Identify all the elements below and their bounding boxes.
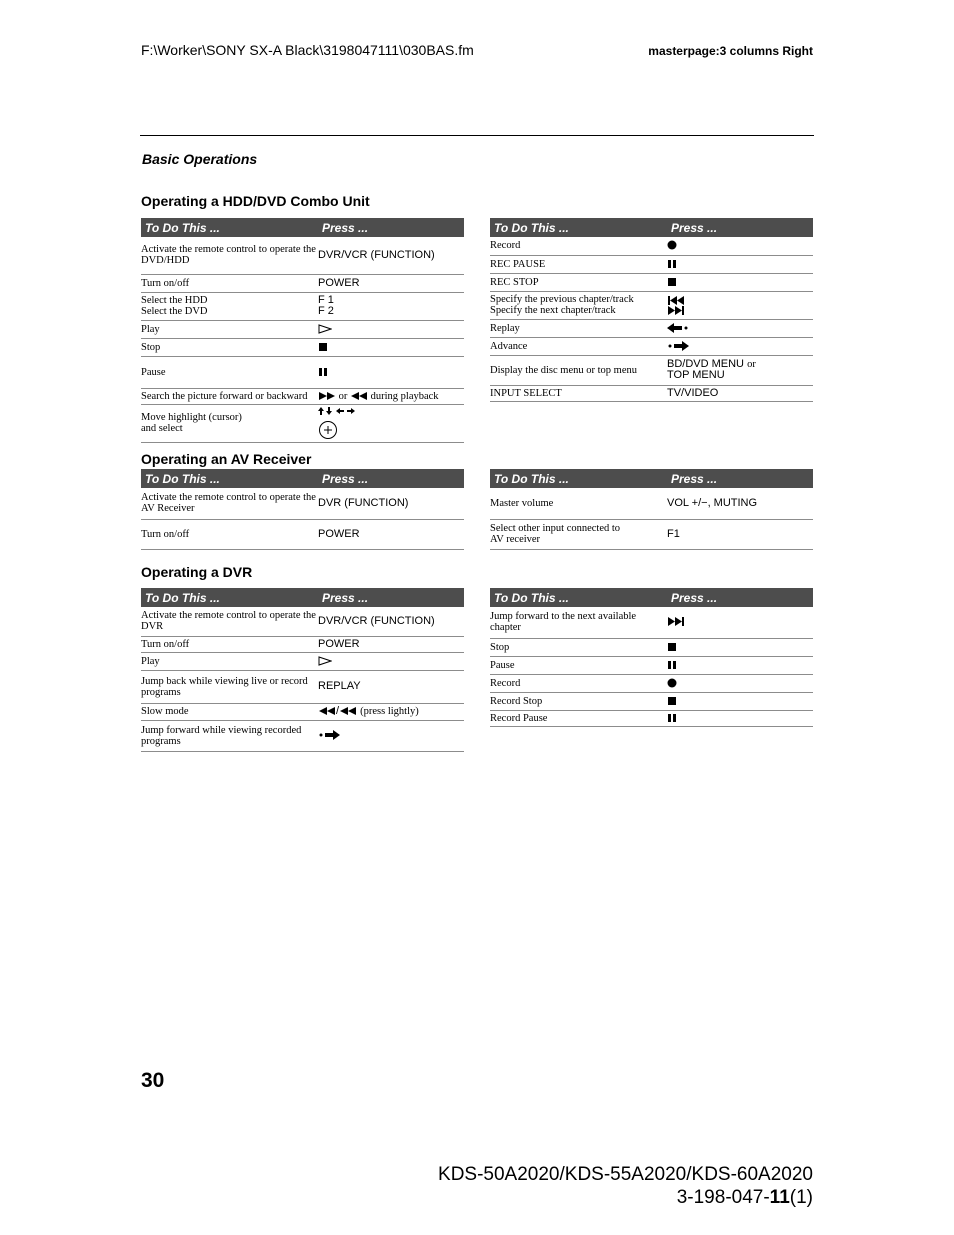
col-header-action: To Do This ... <box>490 469 667 488</box>
file-path: F:\Worker\SONY SX-A Black\3198047111\030BAS.fm <box>141 42 474 58</box>
press-text: TV/VIDEO <box>667 385 813 401</box>
action-text: Select the HDD <box>141 295 208 306</box>
record-icon <box>667 678 677 688</box>
action-text: Record Stop <box>490 692 667 710</box>
table-row <box>490 291 813 319</box>
table-row <box>490 273 813 291</box>
play-icon <box>318 656 332 666</box>
col-header-press: Press ... <box>318 588 464 607</box>
press-text: POWER <box>318 519 464 549</box>
col-header-action: To Do This ... <box>141 218 318 237</box>
action-text: Pause <box>141 356 318 388</box>
action-text: Master volume <box>490 488 667 519</box>
press-text: F 1 <box>318 294 334 306</box>
page-number: 30 <box>141 1069 165 1092</box>
col-header-action: To Do This ... <box>141 588 318 607</box>
action-text: Move highlight (cursor) <box>141 412 242 423</box>
table-row <box>141 636 464 652</box>
action-text: Slow mode <box>141 703 318 720</box>
table-row <box>141 652 464 670</box>
during-playback-text: during playback <box>370 390 439 402</box>
table-row <box>141 388 464 404</box>
record-icon <box>667 240 677 250</box>
table-row <box>490 519 813 549</box>
press-text: DVR/VCR (FUNCTION) <box>318 607 464 636</box>
next-track-icon <box>667 306 685 315</box>
advance-icon <box>318 730 340 740</box>
table-row <box>141 703 464 720</box>
press-text: POWER <box>318 636 464 652</box>
arrow-keys-icon <box>318 407 356 416</box>
dvr-table-left <box>141 588 464 752</box>
table-row <box>141 237 464 274</box>
col-header-press: Press ... <box>318 469 464 488</box>
col-header-action: To Do This ... <box>141 469 318 488</box>
action-text: Display the disc menu or top menu <box>490 355 667 385</box>
table-row <box>141 338 464 356</box>
table-row <box>141 519 464 549</box>
dvr-table-right <box>490 588 813 727</box>
stop-icon <box>667 642 677 652</box>
table-row <box>141 356 464 388</box>
press-text: F1 <box>667 519 813 549</box>
section-label: Basic Operations <box>142 151 258 167</box>
table-row <box>490 488 813 519</box>
masterpage-label: masterpage:3 columns Right <box>648 44 813 58</box>
search-row-cell <box>141 388 464 404</box>
press-cell: / (press lightly) <box>318 703 464 720</box>
play-icon <box>318 324 332 334</box>
action-cell <box>490 291 667 319</box>
action-text: Jump forward to the next available chapter <box>490 607 667 638</box>
action-text-2: AV receiver <box>490 534 541 545</box>
press-text: DVR (FUNCTION) <box>318 488 464 519</box>
previous-track-icon <box>667 296 685 305</box>
col-header-press: Press ... <box>667 469 813 488</box>
table-row <box>490 692 813 710</box>
press-cell <box>318 404 464 442</box>
action-text: Select other input connected to <box>490 523 621 534</box>
col-header-press: Press ... <box>667 588 813 607</box>
press-text: VOL +/−, MUTING <box>667 488 813 519</box>
table-row <box>141 720 464 751</box>
press-cell <box>667 355 813 385</box>
action-text: Play <box>141 320 318 338</box>
table-row <box>490 674 813 692</box>
press-cell <box>318 292 464 320</box>
rewind-icon <box>350 391 368 401</box>
table-row <box>141 607 464 636</box>
pause-icon <box>667 259 677 269</box>
av-receiver-table-left <box>141 469 464 550</box>
table-row <box>141 320 464 338</box>
table-row <box>490 319 813 337</box>
stop-icon <box>667 696 677 706</box>
part-number-prefix: 3-198-047- <box>676 1187 770 1208</box>
advance-icon <box>667 341 689 351</box>
table-row <box>490 355 813 385</box>
av-receiver-title: Operating an AV Receiver <box>141 451 312 467</box>
action-text: Record <box>490 674 667 692</box>
action-text: Pause <box>490 656 667 674</box>
rewind-icon <box>318 706 336 716</box>
action-text: REC STOP <box>490 273 667 291</box>
action-text: Search the picture forward or backward <box>141 390 308 402</box>
col-header-press: Press ... <box>318 218 464 237</box>
table-row <box>490 710 813 726</box>
table-row <box>141 488 464 519</box>
table-row <box>141 292 464 320</box>
hdd-dvd-table-right <box>490 218 813 402</box>
stop-icon <box>667 277 677 287</box>
action-text-2: and select <box>141 423 183 434</box>
pause-icon <box>667 713 677 723</box>
press-text-2: F 2 <box>318 305 334 317</box>
part-number-bold: 11 <box>769 1187 790 1208</box>
action-text-2: Specify the next chapter/track <box>490 305 616 316</box>
action-text: Turn on/off <box>141 274 318 292</box>
rewind-icon <box>339 706 357 716</box>
table-row <box>141 274 464 292</box>
col-header-press: Press ... <box>667 218 813 237</box>
part-number-suffix: (1) <box>789 1187 813 1208</box>
header-rule <box>140 135 814 136</box>
action-text: REC PAUSE <box>490 255 667 273</box>
action-text: Replay <box>490 319 667 337</box>
action-text-2: Select the DVD <box>141 306 208 317</box>
action-text: Jump back while viewing live or record programs <box>141 670 318 703</box>
press-text: REPLAY <box>318 670 464 703</box>
action-text: Play <box>141 652 318 670</box>
table-row <box>490 607 813 638</box>
hdd-dvd-table-left <box>141 218 464 443</box>
action-text: Jump forward while viewing recorded programs <box>141 720 318 751</box>
action-text: Specify the previous chapter/track <box>490 294 634 305</box>
or-text: or <box>747 359 756 370</box>
action-text: Activate the remote control to operate the DVD/HDD <box>141 237 318 274</box>
action-text: Activate the remote control to operate the DVR <box>141 607 318 636</box>
action-text: Record Pause <box>490 710 667 726</box>
press-text-2: TOP MENU <box>667 369 725 381</box>
action-text: Turn on/off <box>141 636 318 652</box>
col-header-action: To Do This ... <box>490 588 667 607</box>
table-row <box>490 337 813 355</box>
action-text: Activate the remote control to operate the AV Receiver <box>141 488 318 519</box>
or-text: or <box>338 390 348 402</box>
next-track-icon <box>667 617 685 626</box>
action-cell <box>141 404 318 442</box>
select-button-icon <box>318 420 338 440</box>
table-row <box>490 656 813 674</box>
action-text: Turn on/off <box>141 519 318 549</box>
table-row <box>141 404 464 442</box>
stop-icon <box>318 342 328 352</box>
press-text: POWER <box>318 274 464 292</box>
action-text: Stop <box>490 638 667 656</box>
pause-icon <box>667 660 677 670</box>
table-row <box>141 670 464 703</box>
replay-icon <box>667 323 689 333</box>
press-text: BD/DVD MENU <box>667 358 745 370</box>
action-text: Advance <box>490 337 667 355</box>
press-lightly-text: (press lightly) <box>360 706 419 717</box>
part-number <box>677 1187 813 1209</box>
action-text: Stop <box>141 338 318 356</box>
action-text: Record <box>490 237 667 255</box>
press-text: DVR/VCR (FUNCTION) <box>318 237 464 274</box>
col-header-action: To Do This ... <box>490 218 667 237</box>
table-row <box>490 255 813 273</box>
table-row <box>490 385 813 401</box>
av-receiver-table-right <box>490 469 813 550</box>
action-cell <box>490 519 667 549</box>
table-row <box>490 638 813 656</box>
hdd-dvd-title: Operating a HDD/DVD Combo Unit <box>141 193 370 209</box>
dvr-title: Operating a DVR <box>141 564 253 580</box>
table-row <box>490 237 813 255</box>
pause-icon <box>318 367 328 377</box>
action-text: INPUT SELECT <box>490 385 667 401</box>
fast-forward-icon <box>318 391 336 401</box>
model-numbers: KDS-50A2020/KDS-55A2020/KDS-60A2020 <box>438 1164 813 1185</box>
action-cell <box>141 292 318 320</box>
